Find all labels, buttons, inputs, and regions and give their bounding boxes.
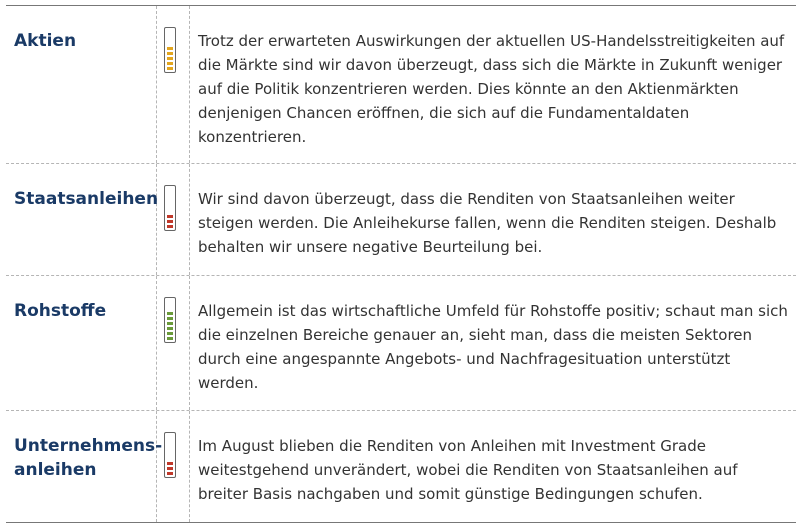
rating-gauge xyxy=(164,432,176,478)
gauge-segment xyxy=(167,67,173,70)
row-description: Trotz der erwarteten Auswirkungen der aktuellen US-Handelsstreitigkeiten auf die Märkte sind wir davon überzeugt, dass sich die Märkte in Zukunft weniger auf die Politik konzentrieren werden. Dies könnte an den Aktienmärkten denjenigen Chancen eröffnen, die sich auf die Fundamentaldaten konzentrieren. xyxy=(198,32,785,146)
gauge-segment xyxy=(167,52,173,55)
rating-gauge xyxy=(164,27,176,73)
outlook-table xyxy=(6,5,796,523)
gauge-segment xyxy=(167,317,173,320)
row-description: Allgemein ist das wirtschaftliche Umfeld für Rohstoffe positiv; schaut man sich die einzelnen Bereiche genauer an, sieht man, dass die meisten Sektoren durch eine angespannte Angebots- und Nachfragesituation unterstützt werden. xyxy=(198,302,788,392)
row-description: Wir sind davon überzeugt, dass die Renditen von Staatsanleihen weiter steigen werden. Die Anleihekurse fallen, wenn die Renditen steigen. Deshalb behalten wir unsere negative Beurteilung bei. xyxy=(198,190,777,256)
gauge-segment xyxy=(167,312,173,315)
row-description: Im August blieben die Renditen von Anleihen mit Investment Grade weitestgehend unverändert, wobei die Renditen von Staatsanleihen auf breiter Basis nachgaben und somit günstige Bedingungen schufen. xyxy=(198,437,738,503)
gauge-segment xyxy=(167,332,173,335)
gauge-segment xyxy=(167,467,173,470)
gauge-segment xyxy=(167,462,173,465)
category-label: Staatsanleihen xyxy=(14,189,159,209)
rating-gauge xyxy=(164,297,176,343)
gauge-segment xyxy=(167,47,173,50)
gauge-segment xyxy=(167,327,173,330)
gauge-segment xyxy=(167,337,173,340)
rating-gauge xyxy=(164,185,176,231)
gauge-segment xyxy=(167,57,173,60)
gauge-segment xyxy=(167,225,173,228)
gauge-segment xyxy=(167,322,173,325)
row-rohstoffe xyxy=(6,276,796,411)
gauge-segment xyxy=(167,62,173,65)
row-aktien xyxy=(6,6,796,164)
row-unternehmensanleihen xyxy=(6,411,796,522)
gauge-segment xyxy=(167,472,173,475)
category-label: Aktien xyxy=(14,31,77,51)
gauge-segment xyxy=(167,215,173,218)
gauge-segment xyxy=(167,220,173,223)
category-label: Unternehmens- anleihen xyxy=(14,436,163,480)
category-label: Rohstoffe xyxy=(14,301,107,321)
row-staatsanleihen xyxy=(6,164,796,276)
